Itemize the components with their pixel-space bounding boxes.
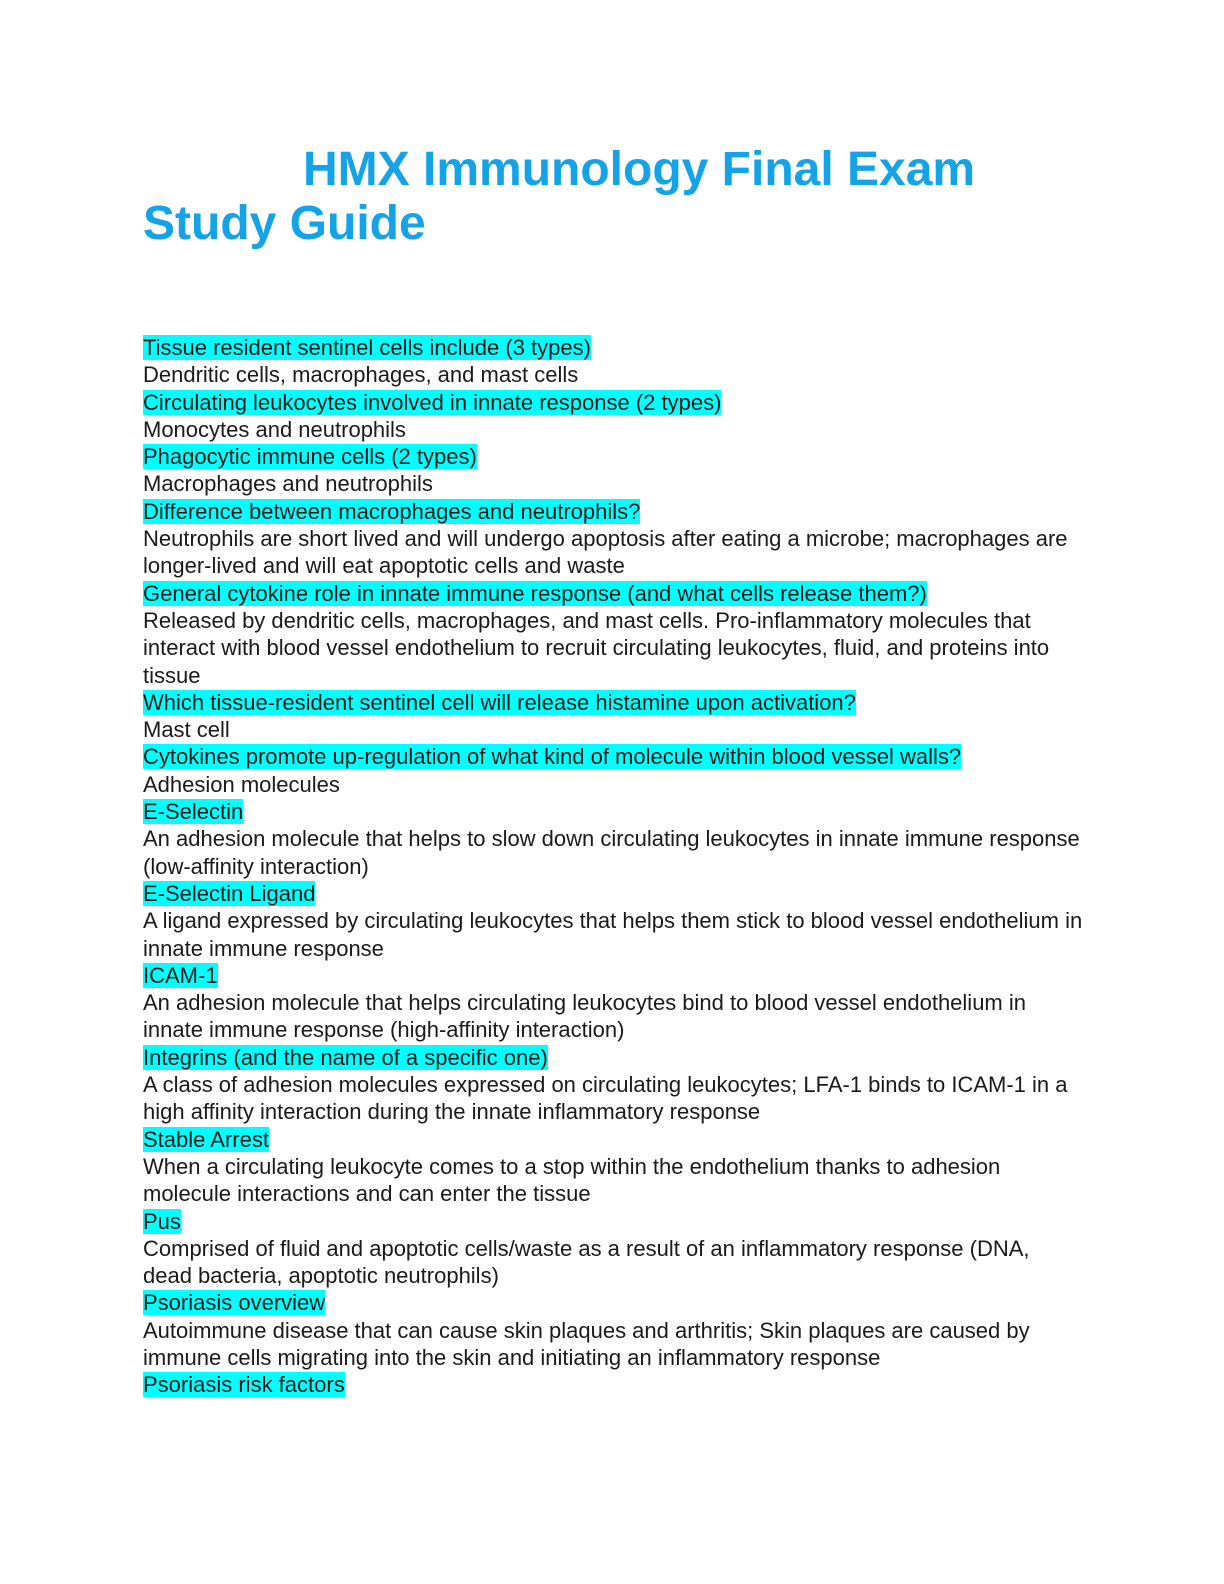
answer-2: Monocytes and neutrophils bbox=[143, 416, 406, 442]
question-10: ICAM-1 bbox=[143, 962, 218, 988]
title-line-1: HMX Immunology Final Exam bbox=[303, 143, 976, 196]
question-5: General cytokine role in innate immune response (and what cells release them?) bbox=[143, 580, 927, 606]
question-9: E-Selectin Ligand bbox=[143, 880, 316, 906]
question-12: Stable Arrest bbox=[143, 1126, 269, 1152]
answer-5: Released by dendritic cells, macrophages, and mast cells. Pro-inflammatory molecules that interact with blood vessel endothelium to recruit circulating leukocytes, fluid, and proteins into tissue bbox=[143, 607, 1050, 688]
answer-10: An adhesion molecule that helps circulating leukocytes bind to blood vessel endothelium in innate immune response (high-affinity interaction) bbox=[143, 990, 1026, 1043]
answer-1: Dendritic cells, macrophages, and mast cells bbox=[143, 362, 579, 388]
study-guide-entries bbox=[143, 334, 1083, 1399]
question-3: Phagocytic immune cells (2 types) bbox=[143, 444, 477, 470]
question-4: Difference between macrophages and neutrophils? bbox=[143, 498, 641, 524]
answer-14: Autoimmune disease that can cause skin plaques and arthritis; Skin plaques are caused by immune cells migrating into the skin and initiating an inflammatory response bbox=[143, 1317, 1030, 1370]
question-6: Which tissue-resident sentinel cell will release histamine upon activation? bbox=[143, 689, 856, 715]
answer-11: A class of adhesion molecules expressed on circulating leukocytes; LFA-1 binds to ICAM-1 in a high affinity interaction during the innate inflammatory response bbox=[143, 1072, 1068, 1125]
answer-8: An adhesion molecule that helps to slow down circulating leukocytes in innate immune response (low-affinity interaction) bbox=[143, 826, 1080, 879]
answer-3: Macrophages and neutrophils bbox=[143, 471, 433, 497]
question-7: Cytokines promote up-regulation of what kind of molecule within blood vessel walls? bbox=[143, 744, 962, 770]
question-1: Tissue resident sentinel cells include (3 types) bbox=[143, 335, 591, 360]
answer-7: Adhesion molecules bbox=[143, 771, 340, 797]
question-14: Psoriasis overview bbox=[143, 1290, 326, 1316]
document-title bbox=[143, 143, 1103, 251]
question-15: Psoriasis risk factors bbox=[143, 1372, 345, 1398]
question-13: Pus bbox=[143, 1208, 181, 1234]
answer-13: Comprised of fluid and apoptotic cells/waste as a result of an inflammatory response (DNA, dead bacteria, apoptotic neutrophils) bbox=[143, 1235, 1030, 1289]
answer-6: Mast cell bbox=[143, 717, 230, 743]
answer-4: Neutrophils are short lived and will undergo apoptosis after eating a microbe; macrophages are longer-lived and will eat apoptotic cells and waste bbox=[143, 526, 1068, 579]
question-2: Circulating leukocytes involved in innate response (2 types) bbox=[143, 389, 722, 415]
question-8: E-Selectin bbox=[143, 799, 244, 825]
question-11: Integrins (and the name of a specific one) bbox=[143, 1044, 548, 1070]
answer-9: A ligand expressed by circulating leukocytes that helps them stick to blood vessel endothelium in innate immune response bbox=[143, 908, 1083, 961]
title-line-2: Study Guide bbox=[143, 197, 426, 250]
answer-12: When a circulating leukocyte comes to a stop within the endothelium thanks to adhesion molecule interactions and can enter the tissue bbox=[143, 1153, 1001, 1207]
